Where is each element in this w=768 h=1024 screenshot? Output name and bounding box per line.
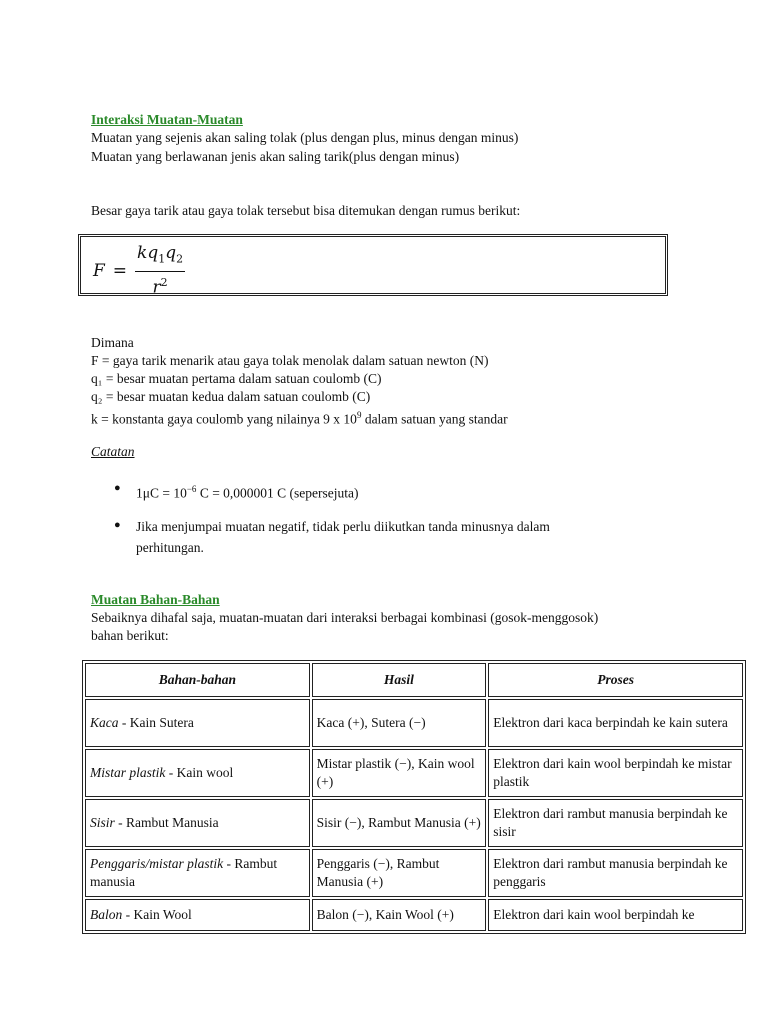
formula-box bbox=[78, 234, 668, 299]
table-cell-hasil: Sisir (−), Rambut Manusia (+) bbox=[312, 799, 487, 847]
table-cell-proses: Elektron dari kain wool berpindah ke bbox=[488, 899, 743, 931]
definition-k: k = konstanta gaya coulomb yang nilainya 9 x $10^9$ dalam satuan yang standar bbox=[91, 410, 508, 427]
paragraph-line: Muatan yang berlawanan jenis akan saling tarik(plus dengan minus) bbox=[91, 149, 460, 164]
table-row bbox=[85, 799, 743, 847]
table-cell-hasil: Kaca (+), Sutera (−) bbox=[312, 699, 487, 747]
definition-q2: q₂ = besar muatan kedua dalam satuan coulomb (C) bbox=[91, 389, 371, 404]
table-row bbox=[85, 849, 743, 897]
definitions-title: Dimana bbox=[91, 335, 134, 350]
paragraph-line: Sebaiknya dihafal saja, muatan-muatan dari interaksi berbagai kombinasi (gosok-menggosok) bbox=[91, 610, 599, 625]
column-header: Bahan-bahan bbox=[85, 663, 310, 697]
table-cell-bahan: Kaca - Kain Sutera bbox=[85, 699, 310, 747]
table-cell-hasil: Balon (−), Kain Wool (+) bbox=[312, 899, 487, 931]
bullet-icon: ● bbox=[114, 519, 121, 531]
table-cell-proses: Elektron dari rambut manusia berpindah ke sisir bbox=[488, 799, 743, 847]
definition-q1: q₁ = besar muatan pertama dalam satuan coulomb (C) bbox=[91, 371, 382, 386]
catatan-heading: Catatan bbox=[91, 444, 135, 459]
table-row bbox=[85, 699, 743, 747]
bullet-icon: ● bbox=[114, 482, 121, 494]
table-cell-proses: Elektron dari kaca berpindah ke kain sutera bbox=[488, 699, 743, 747]
formula-equals: = bbox=[112, 260, 128, 281]
table-cell-bahan: Sisir - Rambut Manusia bbox=[85, 799, 310, 847]
column-header: Hasil bbox=[312, 663, 487, 697]
formula-lhs: F bbox=[93, 260, 105, 281]
note-text: $1\mu C = 10^{-6}$ C = 0,000001 C (sepersejuta) bbox=[136, 484, 359, 501]
table-cell-hasil: Penggaris (−), Rambut Manusia (+) bbox=[312, 849, 487, 897]
table-cell-proses: Elektron dari rambut manusia berpindah ke penggaris bbox=[488, 849, 743, 897]
table-cell-hasil: Mistar plastik (−), Kain wool (+) bbox=[312, 749, 487, 797]
coulomb-formula bbox=[93, 243, 185, 298]
definition-f: F = gaya tarik menarik atau gaya tolak menolak dalam satuan newton (N) bbox=[91, 353, 489, 368]
note-text: Jika menjumpai muatan negatif, tidak perlu diikutkan tanda minusnya dalam perhitungan. bbox=[136, 519, 550, 555]
table-cell-bahan: Balon - Kain Wool bbox=[85, 899, 310, 931]
paragraph-line: Muatan yang sejenis akan saling tolak (plus dengan plus, minus dengan minus) bbox=[91, 130, 519, 145]
section-heading-interaksi: Interaksi Muatan-Muatan bbox=[91, 112, 243, 127]
table-cell-proses: Elektron dari kain wool berpindah ke mistar plastik bbox=[488, 749, 743, 797]
formula-numerator: $kq_1q_2$ bbox=[135, 243, 185, 272]
formula-fraction bbox=[135, 243, 185, 298]
section-heading-muatan-bahan: Muatan Bahan-Bahan bbox=[91, 592, 220, 607]
paragraph-line: bahan berikut: bbox=[91, 628, 169, 643]
table-row bbox=[85, 899, 743, 931]
table-cell-bahan: Penggaris/mistar plastik - Rambut manusia bbox=[85, 849, 310, 897]
column-header: Proses bbox=[488, 663, 743, 697]
formula-denominator: $r^2$ bbox=[152, 276, 168, 299]
materials-table bbox=[82, 660, 746, 934]
table-row bbox=[85, 749, 743, 797]
table-header-row bbox=[85, 663, 743, 697]
table-cell-bahan: Mistar plastik - Kain wool bbox=[85, 749, 310, 797]
paragraph-line: Besar gaya tarik atau gaya tolak tersebut bisa ditemukan dengan rumus berikut: bbox=[91, 203, 521, 218]
